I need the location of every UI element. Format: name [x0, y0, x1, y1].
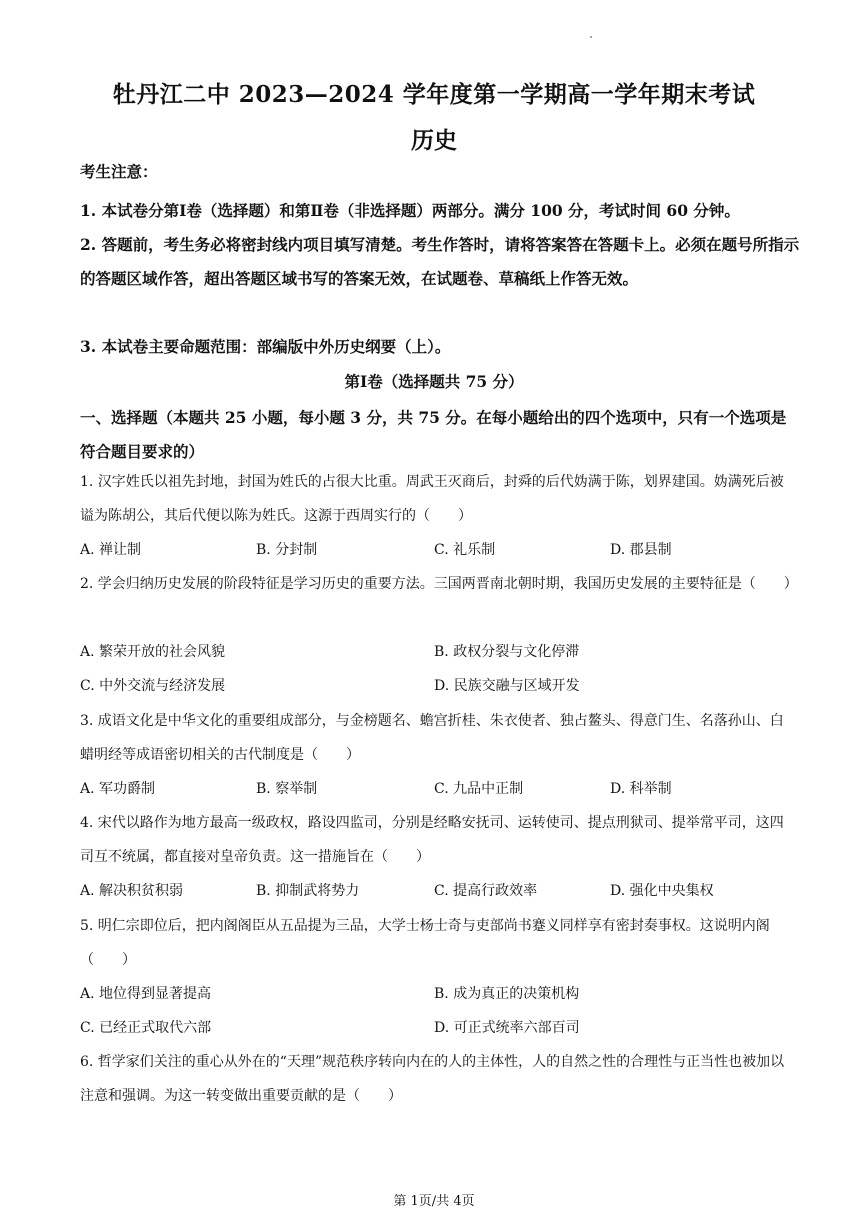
question-1-options [80, 533, 792, 567]
question-1-option-b[interactable]: B. 分封制 [256, 542, 318, 558]
question-1-option-d[interactable]: D. 郡县制 [610, 542, 672, 558]
question-1-option-c[interactable]: C. 礼乐制 [434, 542, 496, 558]
question-3-option-b[interactable]: B. 察举制 [256, 781, 318, 797]
question-2-stem: 2. 学会归纳历史发展的阶段特征是学习历史的重要方法。三国两晋南北朝时期，我国历史发展的主要特征是（ ） [80, 576, 798, 592]
question-6-stem: 6. 哲学家们关注的重心从外在的“天理”规范秩序转向内在的人的主体性，人的自然之性的合理性与正当性也被加以注意和强调。为这一转变做出重要贡献的是（ ） [80, 1054, 785, 1104]
question-3-stem: 3. 成语文化是中华文化的重要组成部分，与金榜题名、蟾宫折桂、朱衣使者、独占鳌头、得意门生、名落孙山、白蜡明经等成语密切相关的古代制度是（ ） [80, 713, 784, 763]
question-1-stem: 1. 汉字姓氏以祖先封地，封国为姓氏的占很大比重。周武王灭商后，封舜的后代妫满于陈，划界建国。妫满死后被谥为陈胡公，其后代便以陈为姓氏。这源于西周实行的（ ） [80, 474, 784, 524]
subject-title: 历史 [411, 127, 457, 154]
question-5-option-c[interactable]: C. 已经正式取代六部 [80, 1020, 212, 1036]
question-5-option-d[interactable]: D. 可正式统率六部百司 [434, 1020, 580, 1036]
question-4-option-c[interactable]: C. 提高行政效率 [434, 883, 538, 899]
question-2-option-c[interactable]: C. 中外交流与经济发展 [80, 678, 226, 694]
question-4-option-d[interactable]: D. 强化中央集权 [610, 883, 714, 899]
question-2-option-a[interactable]: A. 繁荣开放的社会风貌 [80, 644, 226, 660]
question-4-option-a[interactable]: A. 解决积贫积弱 [80, 883, 184, 899]
question-4-options [80, 874, 792, 908]
question-2-options-row2 [80, 669, 792, 703]
question-5-option-b[interactable]: B. 成为真正的决策机构 [434, 986, 580, 1002]
question-2-options-row1 [80, 635, 792, 669]
exam-title: 牡丹江二中 2023—2024 学年度第一学期高一学年期末考试 [112, 81, 756, 108]
notice-item-3: 3. 本试卷主要命题范围：部编版中外历史纲要（上）。 [80, 337, 451, 356]
notice-item-2: 2. 答题前，考生务必将密封线内项目填写清楚。考生作答时，请将答案答在答题卡上。必须在题号所指示的答题区域作答，超出答题区域书写的答案无效，在试题卷、草稿纸上作答无效。 [80, 235, 800, 288]
section-instructions: 一、选择题（本题共 25 小题，每小题 3 分，共 75 分。在每小题给出的四个选项中，只有一个选项是符合题目要求的） [80, 408, 787, 461]
question-3-option-d[interactable]: D. 科举制 [610, 781, 672, 797]
question-5-options-row2 [80, 1011, 792, 1045]
question-3-option-c[interactable]: C. 九品中正制 [434, 781, 524, 797]
question-3-options [80, 772, 792, 806]
scan-dot [590, 36, 592, 38]
question-3-option-a[interactable]: A. 军功爵制 [80, 781, 156, 797]
question-5-options-row1 [80, 977, 792, 1011]
question-2-option-d[interactable]: D. 民族交融与区域开发 [434, 678, 580, 694]
question-5-option-a[interactable]: A. 地位得到显著提高 [80, 986, 212, 1002]
notice-heading: 考生注意： [80, 162, 158, 181]
question-5-stem: 5. 明仁宗即位后，把内阁阁臣从五品提为三品，大学士杨士奇与吏部尚书蹇义同样享有密封奏事权。这说明内阁（ ） [80, 918, 770, 968]
page-number: 第 1页/共 4页 [393, 1194, 475, 1209]
question-4-option-b[interactable]: B. 抑制武将势力 [256, 883, 360, 899]
part1-title: 第Ⅰ卷（选择题共 75 分） [344, 372, 524, 391]
notice-item-1: 1. 本试卷分第Ⅰ卷（选择题）和第Ⅱ卷（非选择题）两部分。满分 100 分，考试时间 60 分钟。 [80, 201, 740, 220]
question-1-option-a[interactable]: A. 禅让制 [80, 542, 142, 558]
question-4-stem: 4. 宋代以路作为地方最高一级政权，路设四监司，分别是经略安抚司、运转使司、提点刑狱司、提举常平司，这四司互不统属，都直接对皇帝负责。这一措施旨在（ ） [80, 815, 784, 865]
question-2-option-b[interactable]: B. 政权分裂与文化停滞 [434, 644, 580, 660]
